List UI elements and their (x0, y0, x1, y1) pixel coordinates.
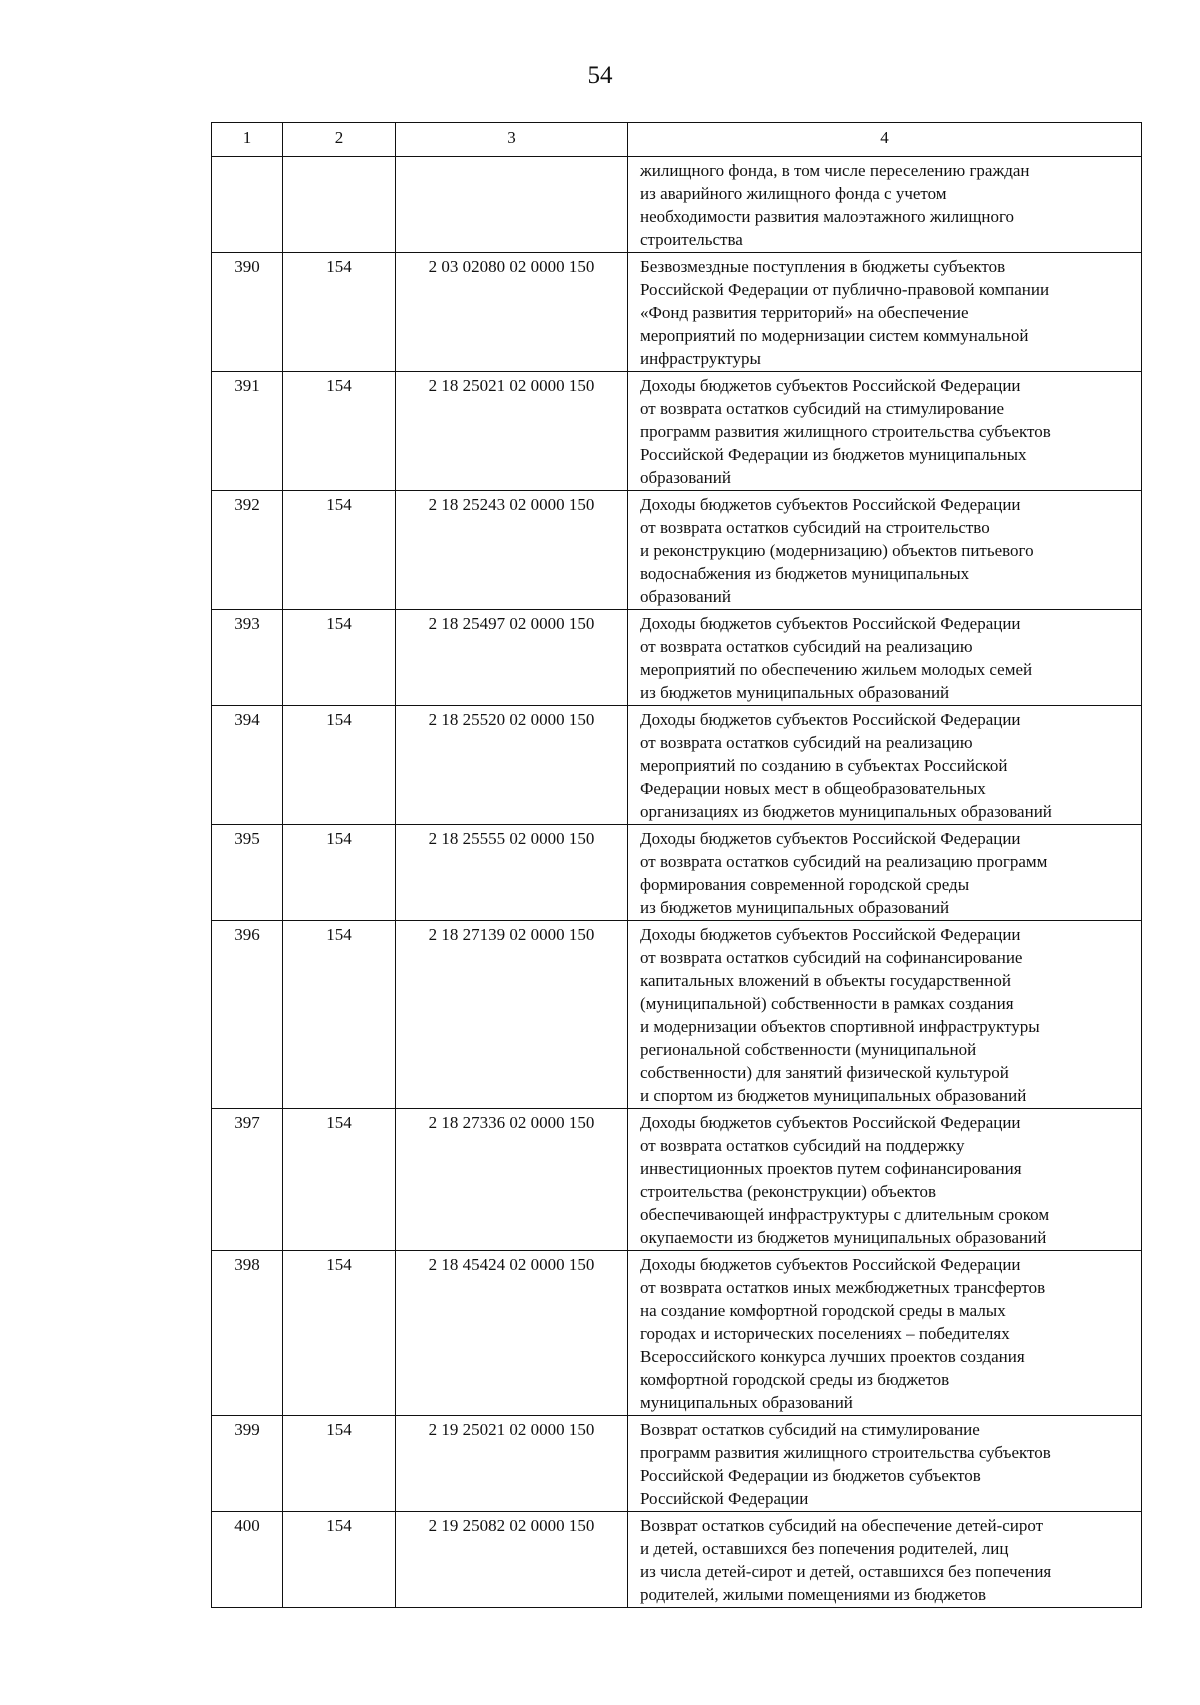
table-row (212, 1512, 1142, 1608)
budget-code-cell: 2 03 02080 02 0000 150 (396, 253, 628, 372)
description-line: строительства (640, 230, 743, 249)
row-number-cell: 393 (212, 610, 283, 706)
table-row (212, 610, 1142, 706)
description-line: от возврата остатков субсидий на строительство (640, 518, 990, 537)
description-line: комфортной городской среды из бюджетов (640, 1370, 950, 1389)
table-row (212, 491, 1142, 610)
budget-code-table (211, 122, 1142, 1608)
description-cell (628, 610, 1142, 706)
budget-code-cell: 2 18 25497 02 0000 150 (396, 610, 628, 706)
description-cell (628, 1512, 1142, 1608)
admin-code-cell: 154 (283, 1416, 396, 1512)
description-line: Доходы бюджетов субъектов Российской Федерации (640, 1113, 1021, 1132)
table-row (212, 825, 1142, 921)
header-col-3: 3 (396, 123, 628, 157)
admin-code-cell: 154 (283, 1251, 396, 1416)
budget-code-cell (396, 157, 628, 253)
description-cell (628, 157, 1142, 253)
description-line: и детей, оставшихся без попечения родителей, лиц (640, 1539, 1009, 1558)
description-line: от возврата остатков субсидий на реализацию (640, 637, 973, 656)
description-line: инвестиционных проектов путем софинансирования (640, 1159, 1022, 1178)
table-row (212, 1416, 1142, 1512)
description-line: необходимости развития малоэтажного жилищного (640, 207, 1015, 226)
row-number-cell: 400 (212, 1512, 283, 1608)
description-line: Российской Федерации из бюджетов муниципальных (640, 445, 1027, 464)
budget-code-cell: 2 19 25021 02 0000 150 (396, 1416, 628, 1512)
description-line: Доходы бюджетов субъектов Российской Федерации (640, 495, 1021, 514)
description-line: Доходы бюджетов субъектов Российской Федерации (640, 614, 1021, 633)
description-line: мероприятий по созданию в субъектах Российской (640, 756, 1008, 775)
description-line: Российской Федерации из бюджетов субъектов (640, 1466, 981, 1485)
description-line: Безвозмездные поступления в бюджеты субъектов (640, 257, 1006, 276)
description-line: муниципальных образований (640, 1393, 853, 1412)
description-line: водоснабжения из бюджетов муниципальных (640, 564, 970, 583)
description-line: программ развития жилищного строительства субъектов (640, 422, 1051, 441)
description-line: и модернизации объектов спортивной инфраструктуры (640, 1017, 1040, 1036)
description-line: капитальных вложений в объекты государственной (640, 971, 1011, 990)
description-line: от возврата остатков субсидий на софинансирование (640, 948, 1023, 967)
description-line: из числа детей-сирот и детей, оставшихся без попечения (640, 1562, 1052, 1581)
description-line: программ развития жилищного строительства субъектов (640, 1443, 1051, 1462)
admin-code-cell: 154 (283, 706, 396, 825)
description-line: Доходы бюджетов субъектов Российской Федерации (640, 925, 1021, 944)
description-line: региональной собственности (муниципальной (640, 1040, 977, 1059)
row-number-cell: 395 (212, 825, 283, 921)
table-row (212, 253, 1142, 372)
header-col-4: 4 (628, 123, 1142, 157)
admin-code-cell: 154 (283, 610, 396, 706)
admin-code-cell: 154 (283, 1109, 396, 1251)
description-cell (628, 1251, 1142, 1416)
admin-code-cell: 154 (283, 825, 396, 921)
description-line: собственности) для занятий физической культурой (640, 1063, 1009, 1082)
admin-code-cell: 154 (283, 491, 396, 610)
description-line: из аварийного жилищного фонда с учетом (640, 184, 947, 203)
budget-code-cell: 2 18 25021 02 0000 150 (396, 372, 628, 491)
description-line: на создание комфортной городской среды в малых (640, 1301, 1006, 1320)
description-line: Российской Федерации (640, 1489, 809, 1508)
description-line: Возврат остатков субсидий на обеспечение детей-сирот (640, 1516, 1044, 1535)
admin-code-cell: 154 (283, 253, 396, 372)
description-line: Доходы бюджетов субъектов Российской Федерации (640, 829, 1021, 848)
description-line: Доходы бюджетов субъектов Российской Федерации (640, 1255, 1021, 1274)
description-line: и реконструкцию (модернизацию) объектов питьевого (640, 541, 1034, 560)
row-number-cell: 399 (212, 1416, 283, 1512)
header-col-2: 2 (283, 123, 396, 157)
description-cell (628, 491, 1142, 610)
description-line: и спортом из бюджетов муниципальных образований (640, 1086, 1027, 1105)
table-row (212, 921, 1142, 1109)
row-number-cell: 396 (212, 921, 283, 1109)
row-number-cell: 391 (212, 372, 283, 491)
description-line: от возврата остатков субсидий на реализацию программ (640, 852, 1048, 871)
description-line: городах и исторических поселениях – победителях (640, 1324, 1010, 1343)
description-line: образований (640, 468, 731, 487)
table-row (212, 1109, 1142, 1251)
admin-code-cell: 154 (283, 1512, 396, 1608)
description-line: Доходы бюджетов субъектов Российской Федерации (640, 710, 1021, 729)
description-cell (628, 706, 1142, 825)
table-body (212, 157, 1142, 1608)
description-line: формирования современной городской среды (640, 875, 970, 894)
admin-code-cell: 154 (283, 921, 396, 1109)
description-line: родителей, жилыми помещениями из бюджетов (640, 1585, 987, 1604)
description-line: инфраструктуры (640, 349, 761, 368)
description-cell (628, 372, 1142, 491)
description-line: мероприятий по обеспечению жильем молодых семей (640, 660, 1033, 679)
description-line: образований (640, 587, 731, 606)
description-line: от возврата остатков субсидий на реализацию (640, 733, 973, 752)
table-row (212, 706, 1142, 825)
description-line: жилищного фонда, в том числе переселению граждан (640, 161, 1030, 180)
row-number-cell: 398 (212, 1251, 283, 1416)
table-row (212, 372, 1142, 491)
description-line: от возврата остатков иных межбюджетных трансфертов (640, 1278, 1046, 1297)
description-line: окупаемости из бюджетов муниципальных образований (640, 1228, 1047, 1247)
description-line: Всероссийского конкурса лучших проектов создания (640, 1347, 1025, 1366)
budget-code-cell: 2 18 45424 02 0000 150 (396, 1251, 628, 1416)
row-number-cell: 397 (212, 1109, 283, 1251)
budget-code-cell: 2 18 25520 02 0000 150 (396, 706, 628, 825)
description-cell (628, 825, 1142, 921)
budget-code-cell: 2 19 25082 02 0000 150 (396, 1512, 628, 1608)
row-number-cell: 392 (212, 491, 283, 610)
table-row (212, 157, 1142, 253)
admin-code-cell: 154 (283, 372, 396, 491)
budget-code-cell: 2 18 25555 02 0000 150 (396, 825, 628, 921)
header-col-1: 1 (212, 123, 283, 157)
description-line: строительства (реконструкции) объектов (640, 1182, 937, 1201)
description-line: от возврата остатков субсидий на стимулирование (640, 399, 1005, 418)
description-line: Российской Федерации от публично-правовой компании (640, 280, 1050, 299)
description-cell (628, 1416, 1142, 1512)
description-line: от возврата остатков субсидий на поддержку (640, 1136, 965, 1155)
description-line: «Фонд развития территорий» на обеспечение (640, 303, 969, 322)
table-row (212, 1251, 1142, 1416)
admin-code-cell (283, 157, 396, 253)
description-line: обеспечивающей инфраструктуры с длительным сроком (640, 1205, 1050, 1224)
description-line: организациях из бюджетов муниципальных образований (640, 802, 1052, 821)
description-cell (628, 1109, 1142, 1251)
row-number-cell (212, 157, 283, 253)
page-number: 54 (587, 62, 613, 89)
description-line: Возврат остатков субсидий на стимулирование (640, 1420, 980, 1439)
table-header-row (212, 123, 1142, 157)
row-number-cell: 394 (212, 706, 283, 825)
description-line: Доходы бюджетов субъектов Российской Федерации (640, 376, 1021, 395)
description-cell (628, 253, 1142, 372)
budget-code-cell: 2 18 25243 02 0000 150 (396, 491, 628, 610)
description-cell (628, 921, 1142, 1109)
description-line: из бюджетов муниципальных образований (640, 898, 950, 917)
budget-code-cell: 2 18 27336 02 0000 150 (396, 1109, 628, 1251)
row-number-cell: 390 (212, 253, 283, 372)
description-line: мероприятий по модернизации систем коммунальной (640, 326, 1029, 345)
description-line: из бюджетов муниципальных образований (640, 683, 950, 702)
description-line: (муниципальной) собственности в рамках создания (640, 994, 1014, 1013)
budget-code-cell: 2 18 27139 02 0000 150 (396, 921, 628, 1109)
description-line: Федерации новых мест в общеобразовательных (640, 779, 986, 798)
